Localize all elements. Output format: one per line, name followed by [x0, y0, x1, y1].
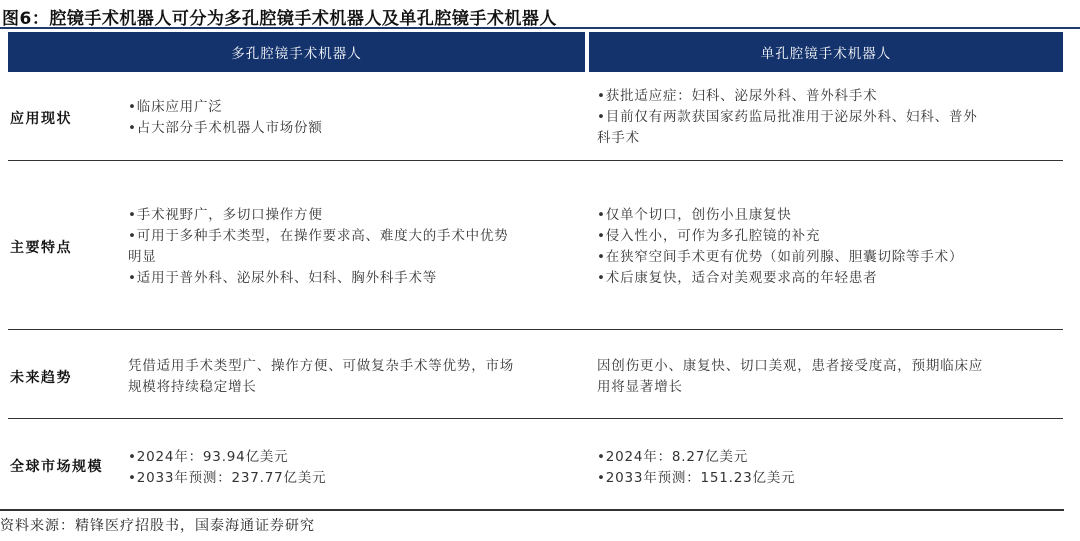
text-line: 用将显著增长 — [597, 379, 683, 395]
figure-title: 图6：腔镜手术机器人可分为多孔腔镜手术机器人及单孔腔镜手术机器人 — [2, 9, 557, 29]
row-divider — [8, 418, 1063, 419]
cell-market-multiport — [128, 447, 588, 489]
list-item: •目前仅有两款获国家药监局批准用于泌尿外科、妇科、普外 — [597, 109, 978, 125]
row-label-features: 主要特点 — [10, 240, 72, 256]
cell-application-singleport — [597, 86, 1057, 149]
row-label-application: 应用现状 — [10, 111, 72, 127]
cell-trend-multiport — [128, 356, 588, 398]
list-item: •侵入性小，可作为多孔腔镜的补充 — [597, 228, 821, 244]
list-item: •适用于普外科、泌尿外科、妇科、胸外科手术等 — [128, 270, 438, 286]
list-item: 科手术 — [597, 130, 640, 146]
list-item: 明显 — [128, 249, 157, 265]
source-note: 资料来源：精锋医疗招股书，国泰海通证券研究 — [0, 518, 315, 534]
list-item: •临床应用广泛 — [128, 99, 223, 115]
list-item: •2024年：8.27亿美元 — [597, 449, 749, 465]
row-divider — [8, 329, 1063, 330]
text-line: 因创伤更小、康复快、切口美观，患者接受度高，预期临床应 — [597, 358, 984, 374]
list-item: •仅单个切口，创伤小且康复快 — [597, 207, 792, 223]
cell-application-multiport — [128, 97, 588, 139]
cell-features-multiport — [128, 205, 588, 289]
list-item: •可用于多种手术类型，在操作要求高、难度大的手术中优势 — [128, 228, 509, 244]
text-line: 规模将持续稳定增长 — [128, 379, 257, 395]
list-item: •获批适应症：妇科、泌尿外科、普外科手术 — [597, 88, 878, 104]
list-item: •2024年：93.94亿美元 — [128, 449, 289, 465]
header-multiport: 多孔腔镜手术机器人 — [8, 32, 585, 72]
list-item: •手术视野广，多切口操作方便 — [128, 207, 323, 223]
list-item: •术后康复快，适合对美观要求高的年轻患者 — [597, 270, 878, 286]
row-label-market-size: 全球市场规模 — [10, 459, 103, 475]
row-label-trend: 未来趋势 — [10, 370, 72, 386]
header-singleport: 单孔腔镜手术机器人 — [589, 32, 1063, 72]
table-bottom-rule — [0, 509, 1064, 511]
cell-features-singleport — [597, 205, 1057, 289]
cell-market-singleport — [597, 447, 1057, 489]
text-line: 凭借适用手术类型广、操作方便、可做复杂手术等优势，市场 — [128, 358, 515, 374]
list-item: •2033年预测：151.23亿美元 — [597, 470, 796, 486]
row-divider — [8, 160, 1063, 161]
list-item: •在狭窄空间手术更有优势（如前列腺、胆囊切除等手术） — [597, 249, 964, 265]
list-item: •2033年预测：237.77亿美元 — [128, 470, 327, 486]
list-item: •占大部分手术机器人市场份额 — [128, 120, 323, 136]
title-rule — [0, 27, 1080, 29]
cell-trend-singleport — [597, 356, 1057, 398]
